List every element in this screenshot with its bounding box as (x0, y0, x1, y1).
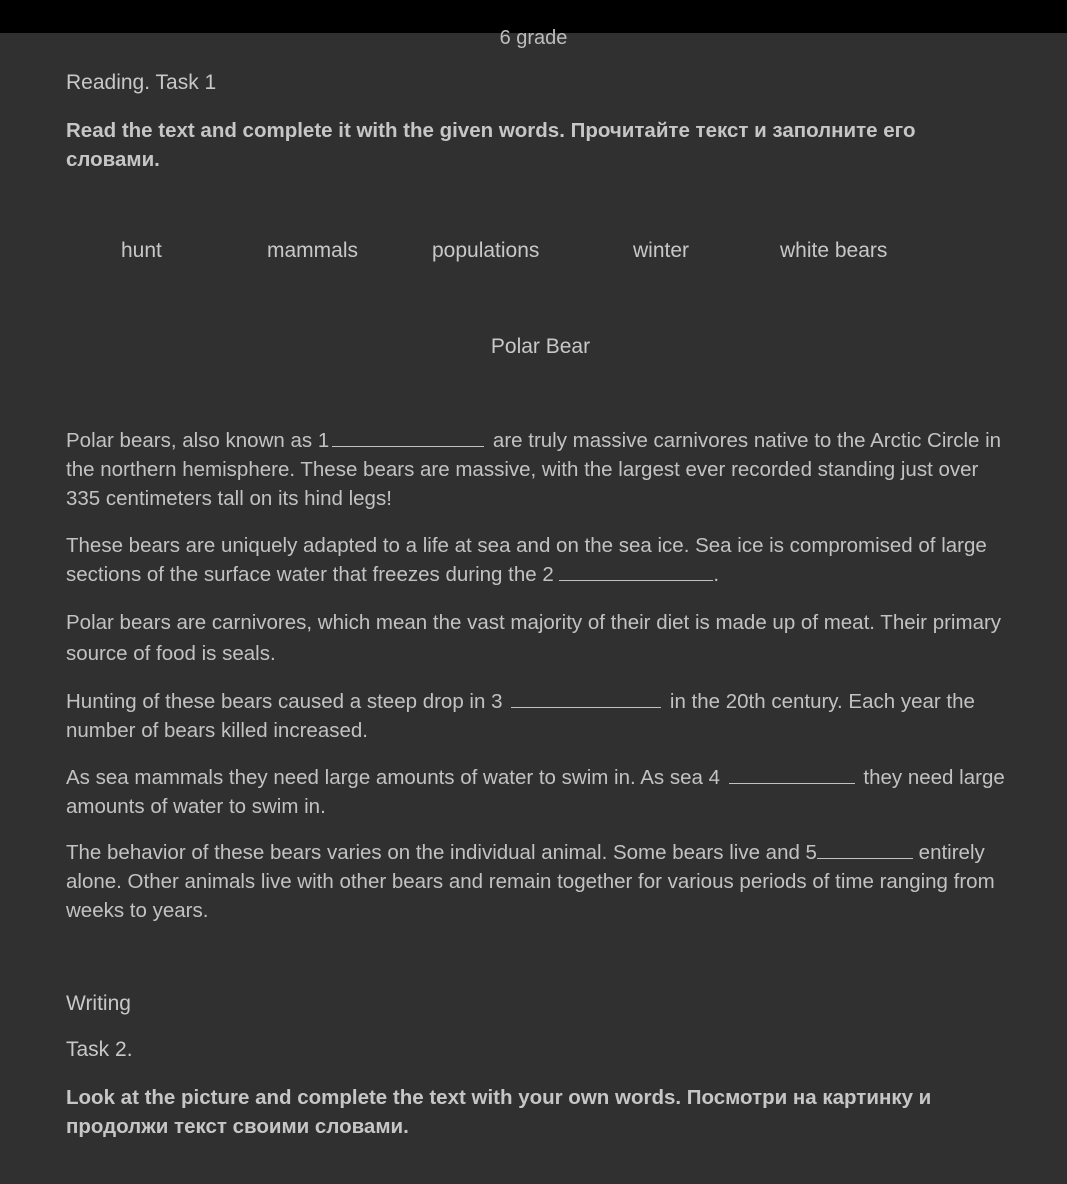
answer-blank-4[interactable] (729, 765, 855, 784)
paragraph-text: Hunting of these bears caused a steep drop in 3 (66, 690, 509, 713)
paragraph-text: . (713, 563, 720, 586)
writing-title: Writing (66, 992, 131, 1015)
word-bank-item: populations (432, 239, 540, 262)
word-bank-item: hunt (121, 239, 162, 262)
paragraph-text: The behavior of these bears varies on the individual animal. Some bears live and 5 (66, 841, 817, 864)
paragraph-text: are truly massive carnivores native to the Arctic Circle in the northern hemisphere. These bears are massive, with the largest ever recorded standing just over 335 centimeters tall on its hind legs! (66, 429, 1002, 510)
word-bank-item: white bears (780, 239, 888, 262)
answer-blank-2[interactable] (559, 562, 713, 581)
reading-task-title: Reading. Task 1 (66, 71, 217, 94)
word-bank-item: mammals (267, 239, 359, 262)
paragraph-text: Polar bears, also known as 1 (66, 429, 330, 452)
paragraph-text: As sea mammals they need large amounts of water to swim in. As sea 4 (66, 766, 726, 789)
reading-instruction: Read the text and complete it with the given words. Прочитайте текст и заполните его словами. (66, 119, 916, 171)
paragraph-4 (66, 687, 1011, 745)
paragraph-6 (66, 838, 1011, 925)
paragraph-text: in the 20th century. Each year the number of bears killed increased. (66, 690, 975, 742)
paragraph-2 (66, 531, 1011, 589)
answer-blank-1[interactable] (332, 428, 484, 447)
writing-instruction: Look at the picture and complete the text with your own words. Посмотри на картинку и продолжи текст своими словами. (66, 1086, 932, 1138)
answer-blank-5[interactable] (817, 840, 913, 859)
story-title: Polar Bear (490, 335, 591, 358)
paragraph-text: entirely alone. Other animals live with other bears and remain together for various periods of time ranging from weeks to years. (66, 841, 995, 922)
paragraph-text: they need large amounts of water to swim in. (66, 766, 1005, 818)
paragraph-5 (66, 763, 1011, 821)
grade-header: 6 grade (499, 27, 568, 48)
paragraph-text: These bears are uniquely adapted to a life at sea and on the sea ice. Sea ice is compromised of large sections of the surface water that freezes during the 2 (66, 534, 987, 586)
paragraph-1 (66, 426, 1011, 513)
writing-task-label: Task 2. (66, 1038, 133, 1061)
word-bank-item: winter (633, 239, 690, 262)
answer-blank-3[interactable] (511, 689, 661, 708)
paragraph-3: Polar bears are carnivores, which mean the vast majority of their diet is made up of meat. Their primary source of food is seals. (66, 611, 1002, 665)
